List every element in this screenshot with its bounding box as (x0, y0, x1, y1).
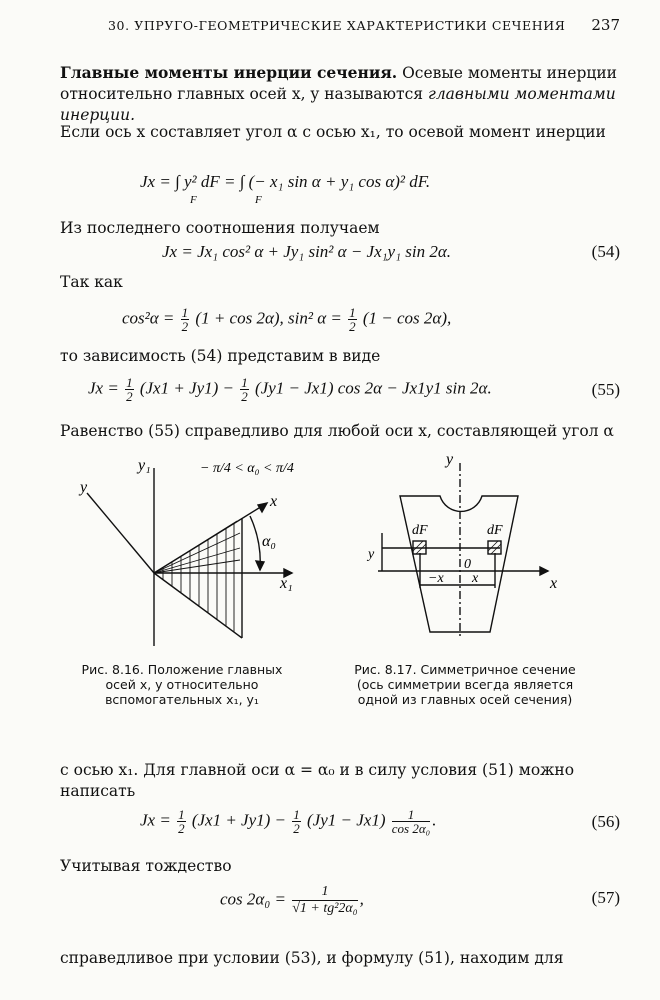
label-dF-right: dF (487, 523, 503, 538)
label-alpha0: α₀ (262, 533, 276, 550)
page-header (60, 18, 620, 42)
label-y-dim: y (368, 547, 375, 562)
paragraph-equality-valid: Равенство (55) справедливо для любой оси x, составляющей угол α (60, 422, 614, 440)
label-y1: y₁ (138, 457, 151, 474)
paragraph-represent: то зависимость (54) представим в виде (60, 347, 381, 365)
paragraph-from-relation: Из последнего соотношения получаем (60, 219, 380, 237)
label-origin: 0 (464, 557, 471, 572)
hatched-region (154, 521, 240, 632)
equation-number-55: (55) (591, 380, 620, 399)
equation-number-56: (56) (591, 812, 620, 831)
defined-term: главными моментами инерции. (60, 85, 616, 124)
label-alpha-range: − π/4 < α₀ < π/4 (200, 461, 294, 476)
page-number: 237 (591, 16, 620, 34)
figure-8-17 (360, 448, 620, 648)
paragraph-since: Так как (60, 273, 123, 291)
caption-fig-8-17: Рис. 8.17. Симметричное сечение (ось симметрии всегда является одной из главных осей сечения) (354, 662, 576, 707)
integral-subscript-1: F (190, 194, 197, 206)
paragraph-principal-axis: с осью x₁. Для главной оси α = α₀ и в силу условия (51) можно написать (60, 761, 575, 800)
formula-57: cos 2α₀ = $\frac{1}{\text{√1 + tg²2α₀}}$ , (220, 884, 364, 916)
formula-cos-identities: cos²α = $\frac{1}{2}$ (1 + cos 2α), sin² α = $\frac{1}{2}$ (1 − cos 2α), (122, 305, 452, 334)
label-y: y (80, 479, 88, 496)
label-x1: x₁ (280, 575, 293, 592)
paragraph-identity: Учитывая тождество (60, 857, 232, 875)
running-title: 30. УПРУГО-ГЕОМЕТРИЧЕСКИЕ ХАРАКТЕРИСТИКИ СЕЧЕНИЯ (108, 18, 566, 33)
equation-number-57: (57) (591, 888, 620, 907)
label-x-817: x (550, 575, 558, 592)
formula-jx-integral: Jx = ∫ y² dF = ∫ (− x₁ sin α + y₁ cos α)² dF. (140, 172, 431, 191)
label-neg-x: −x (428, 571, 444, 586)
section-lead: Главные моменты инерции сечения. (60, 63, 398, 82)
formula-54: Jx = Jx₁ cos² α + Jy₁ sin² α − Jx₁y₁ sin 2α. (162, 242, 452, 261)
formula-55: Jx = $\frac{1}{2}$ (Jx1 + Jy1) − $\frac{1}{2}$ (Jy1 − Jx1) cos 2α − Jx1y1 sin 2α. (88, 375, 492, 404)
paragraph-axis-angle: Если ось x составляет угол α с осью x₁, то осевой момент инерции (60, 123, 606, 141)
formula-56: Jx = $\frac{1}{2}$ (Jx1 + Jy1) − $\frac{1}{2}$ (Jy1 − Jx1) $\frac{1}{\text{cos 2α₀}}$ . (140, 807, 437, 836)
hatch-edge (154, 573, 242, 638)
y-axis (87, 493, 154, 573)
paragraph-text: Осевые моменты инерции относительно главных осей x, y называются (60, 64, 617, 103)
figure-8-16 (62, 448, 312, 658)
label-y-817: y (446, 451, 454, 468)
paragraph-principal-moments (60, 62, 620, 126)
label-pos-x: x (472, 571, 479, 586)
paragraph-valid-under: справедливое при условии (53), и формулу (51), находим для (60, 949, 564, 967)
caption-fig-8-16: Рис. 8.16. Положение главных осей x, y относительно вспомогательных x₁, y₁ (81, 662, 283, 707)
label-dF-left: dF (412, 523, 428, 538)
label-x: x (270, 493, 278, 510)
cross-section-outline (400, 496, 518, 632)
equation-number-54: (54) (591, 242, 620, 261)
integral-subscript-2: F (255, 194, 262, 206)
